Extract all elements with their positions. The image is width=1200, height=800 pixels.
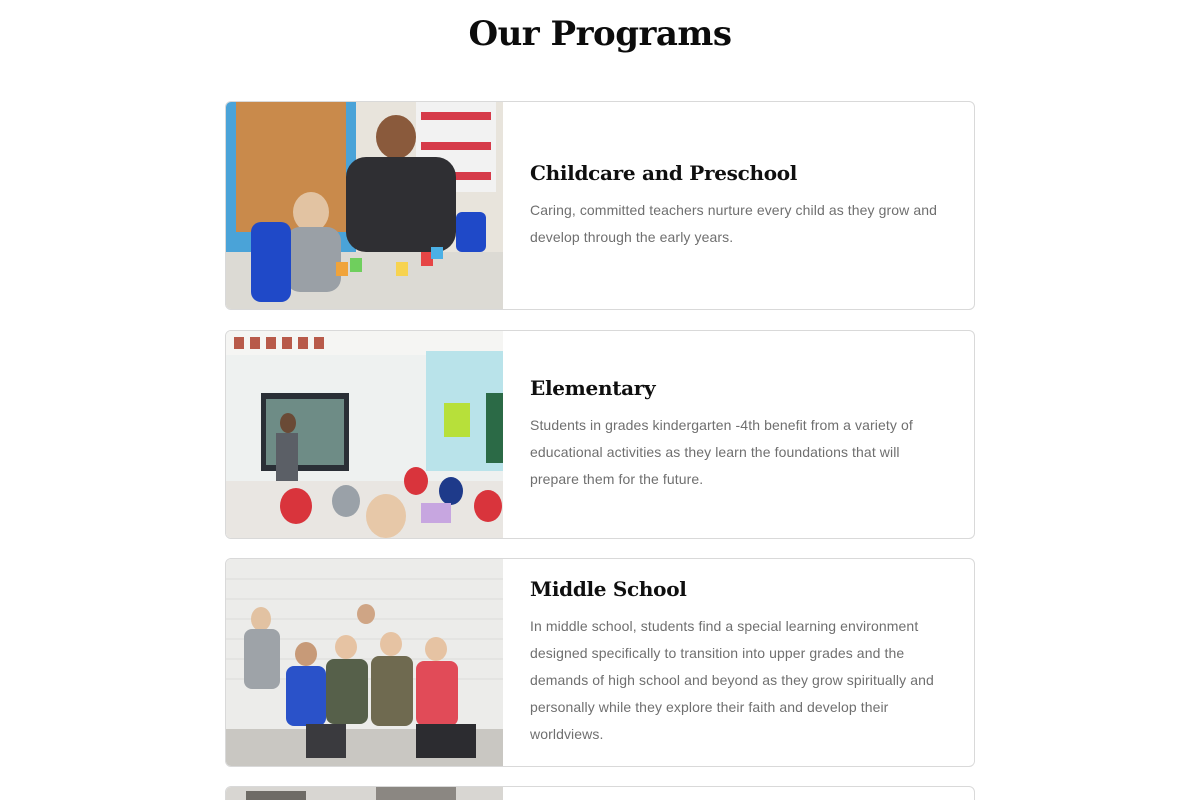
- program-body-childcare: [503, 102, 974, 309]
- next-program-photo: [226, 787, 503, 800]
- program-card-middle-school[interactable]: [225, 558, 975, 767]
- program-image-middle-school[interactable]: [226, 559, 503, 766]
- program-body-middle-school: [503, 559, 974, 766]
- program-title[interactable]: Elementary: [530, 376, 656, 400]
- elementary-photo: [226, 331, 503, 538]
- program-card-elementary[interactable]: [225, 330, 975, 539]
- middle-school-photo: [226, 559, 503, 766]
- program-image-childcare[interactable]: [226, 102, 503, 309]
- program-description: Students in grades kindergarten -4th benefit from a variety of educational activities as they learn the foundations that will prepare them for the future.: [530, 417, 913, 487]
- program-body-elementary: [503, 331, 974, 538]
- program-card-childcare[interactable]: [225, 101, 975, 310]
- program-title[interactable]: Childcare and Preschool: [530, 160, 798, 185]
- program-description: Caring, committed teachers nurture every child as they grow and develop through the early years.: [530, 201, 938, 245]
- program-title[interactable]: Middle School: [530, 577, 687, 601]
- program-image-next[interactable]: [226, 787, 503, 800]
- childcare-photo: [226, 102, 503, 309]
- program-image-elementary[interactable]: [226, 331, 503, 538]
- program-body-next: [503, 787, 974, 800]
- program-card-next[interactable]: [225, 786, 975, 800]
- program-description: In middle school, students find a special learning environment designed specifically to transition into upper grades and the demands of high school and beyond as they grow spiritually and personally while they explore their faith and develop their worldviews.: [530, 618, 934, 742]
- page-title: Our Programs: [468, 14, 732, 54]
